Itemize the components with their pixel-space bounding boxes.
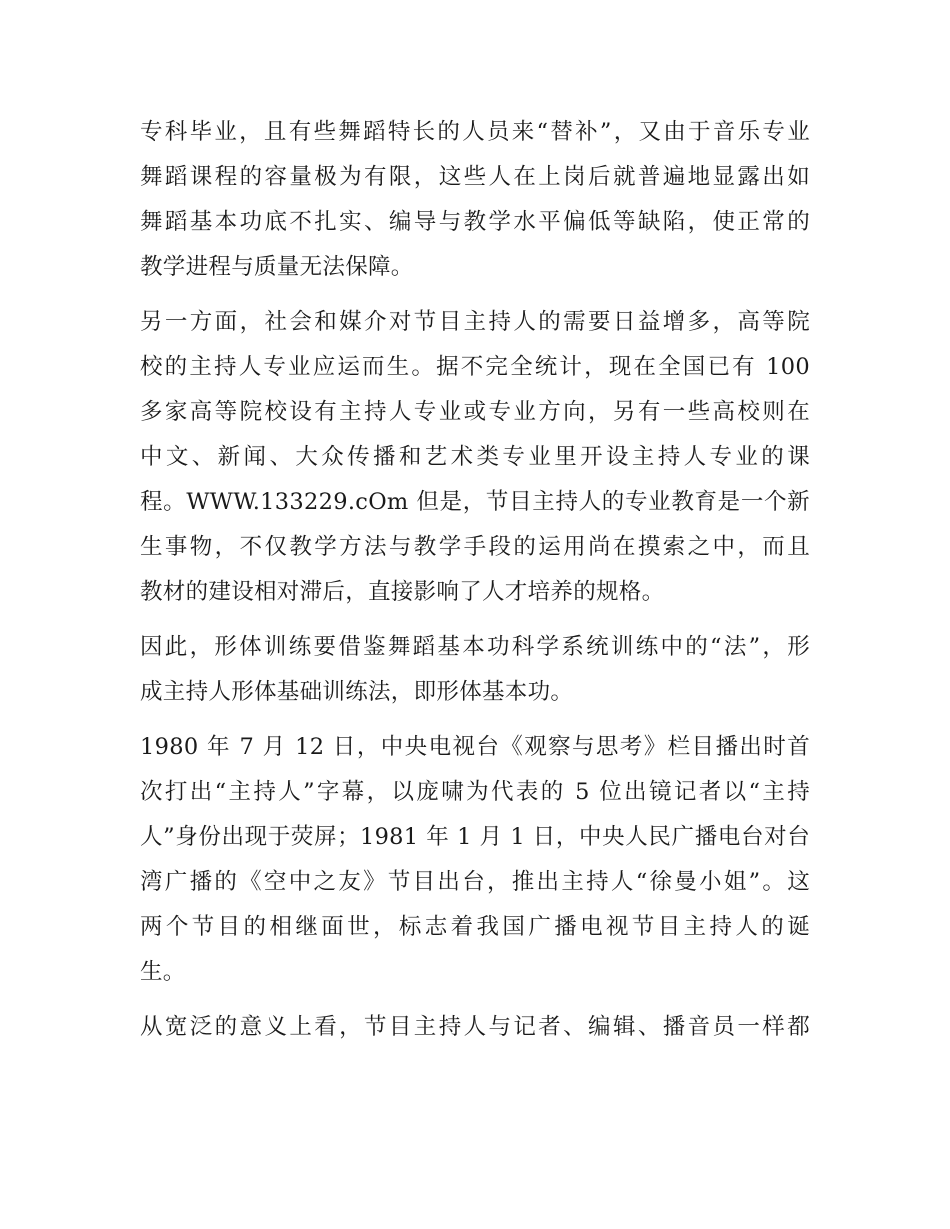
text-line: 程。WWW.133229.cOm 但是，节目主持人的专业教育是一个新 [140,489,810,515]
document-body [140,110,810,1050]
paragraph-4 [140,725,810,995]
text-line: 舞蹈基本功底不扎实、编导与教学水平偏低等缺陷，使正常的 [140,209,810,235]
text-line: 专科毕业，且有些舞蹈特长的人员来“替补”，又由于音乐专业 [140,119,810,145]
text-line: 人”身份出现于荧屏；1981 年 1 月 1 日，中央人民广播电台对台 [140,824,810,850]
text-line: 中文、新闻、大众传播和艺术类专业里开设主持人专业的课 [140,444,810,470]
text-line: 教学进程与质量无法保障。 [140,254,414,280]
paragraph-1 [140,110,810,290]
text-line: 两个节目的相继面世，标志着我国广播电视节目主持人的诞 [140,914,810,940]
text-line: 教材的建设相对滞后，直接影响了人才培养的规格。 [140,579,665,605]
text-line: 另一方面，社会和媒介对节目主持人的需要日益增多，高等院 [140,309,810,335]
text-line: 从宽泛的意义上看，节目主持人与记者、编辑、播音员一样都 [140,1014,810,1040]
paragraph-5 [140,1005,810,1050]
text-line: 成主持人形体基础训练法，即形体基本功。 [140,679,574,705]
text-line: 湾广播的《空中之友》节目出台，推出主持人“徐曼小姐”。这 [140,869,810,895]
text-line: 舞蹈课程的容量极为有限，这些人在上岗后就普遍地显露出如 [140,164,810,190]
text-line: 生。 [140,959,186,985]
text-line: 因此，形体训练要借鉴舞蹈基本功科学系统训练中的“法”，形 [140,634,810,660]
text-line: 1980 年 7 月 12 日，中央电视台《观察与思考》栏目播出时首 [140,734,810,760]
paragraph-3 [140,625,810,715]
text-line: 生事物，不仅教学方法与教学手段的运用尚在摸索之中，而且 [140,534,810,560]
text-line: 多家高等院校设有主持人专业或专业方向，另有一些高校则在 [140,399,810,425]
paragraph-2 [140,300,810,615]
text-line: 校的主持人专业应运而生。据不完全统计，现在全国已有 100 [140,354,810,380]
text-line: 次打出“主持人”字幕，以庞啸为代表的 5 位出镜记者以“主持 [140,779,810,805]
